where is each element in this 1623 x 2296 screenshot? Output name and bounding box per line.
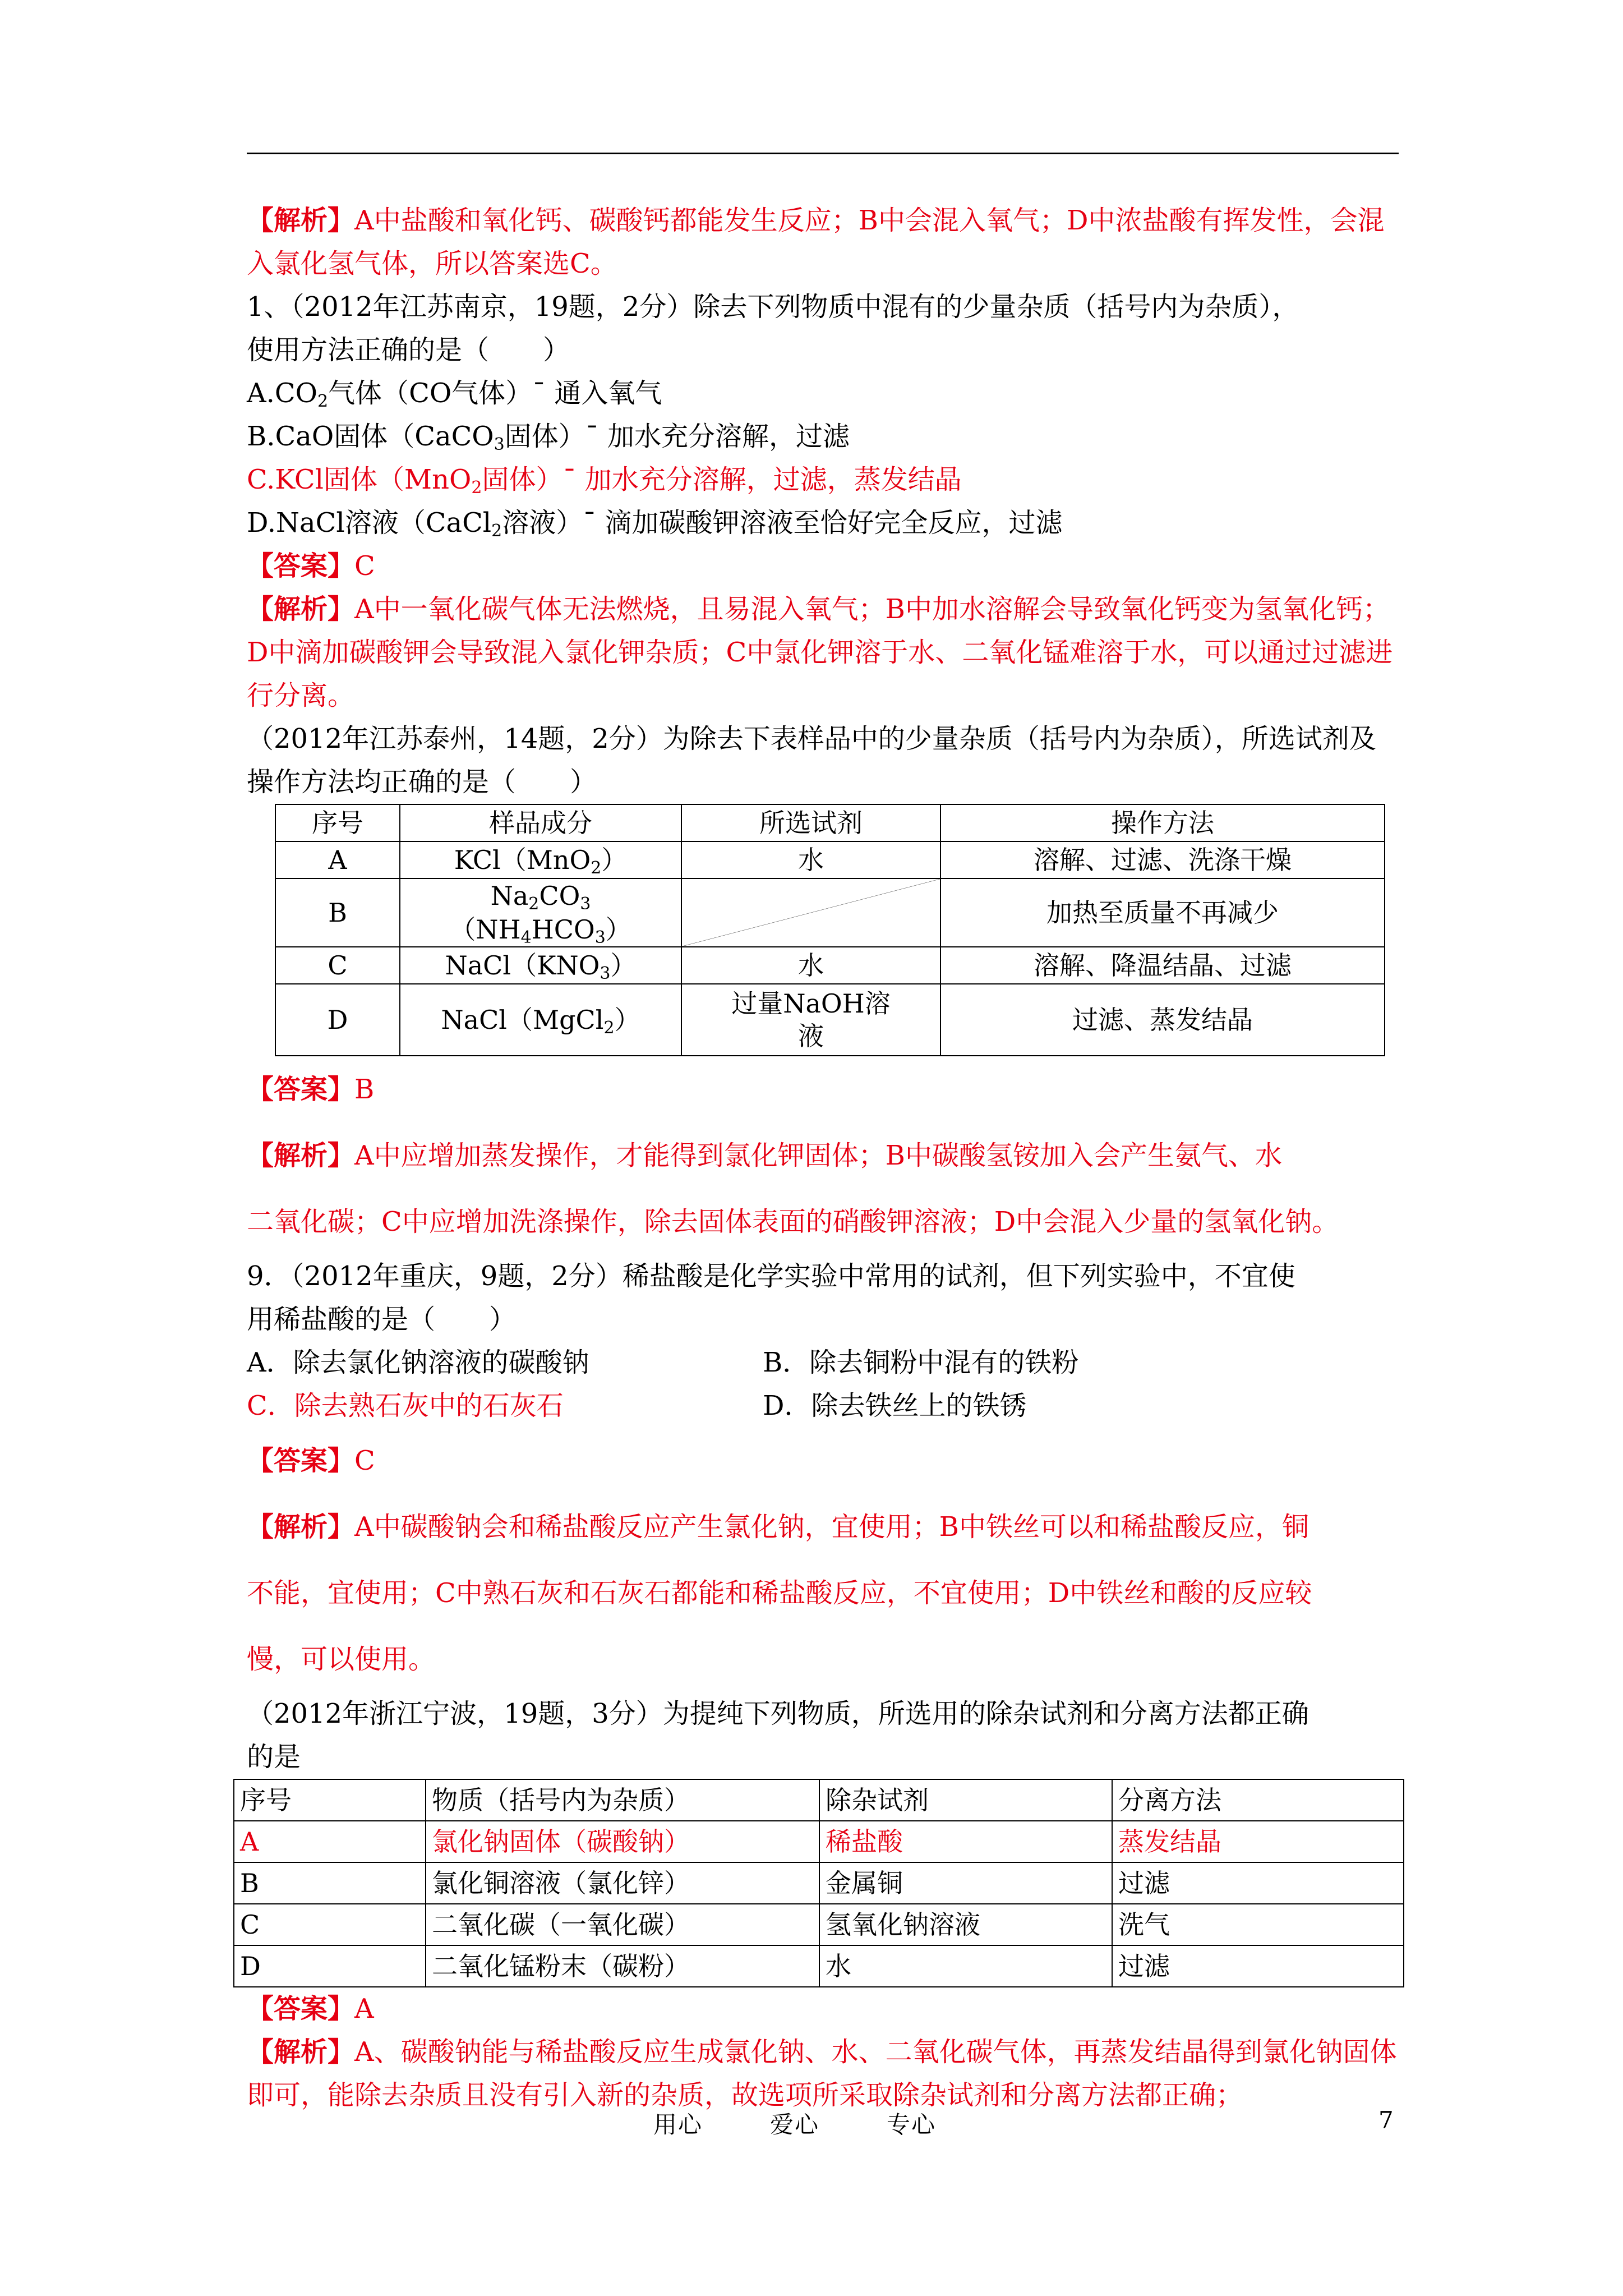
- q3-answer: 【答案】C: [247, 1445, 375, 1476]
- analysis-text: A中盐酸和氧化钙、碳酸钙都能发生反应；B中会混入氧气；D中浓盐酸有挥发性，会混入氯化氢气体，所以答案选C。: [247, 205, 1385, 279]
- table-header-row: [234, 1779, 1404, 1821]
- table-cell: 洗气: [1112, 1904, 1404, 1945]
- q1-option-b: B.CaO固体（CaCO$_3$固体）¯ 加水充分溶解，过滤: [247, 421, 850, 454]
- table-row: [275, 984, 1385, 1056]
- table-cell: 水: [681, 841, 940, 878]
- table-row: [234, 1904, 1404, 1945]
- table-cell: D: [234, 1945, 426, 1987]
- q2-analysis-line1: 【解析】A中应增加蒸发操作，才能得到氯化钾固体；B中碳酸氢铵加入会产生氨气、水: [247, 1140, 1282, 1171]
- diagonal-empty-cell: [681, 878, 940, 947]
- q3-option-b: B．除去铜粉中混有的铁粉: [763, 1347, 1079, 1378]
- intro-analysis: [247, 199, 1399, 286]
- q3-analysis-line1: 【解析】A中碳酸钠会和稀盐酸反应产生氯化钠，宜使用；B中铁丝可以和稀盐酸反应，铜: [247, 1511, 1309, 1543]
- q4-table: [233, 1779, 1404, 1987]
- table-cell: 氯化钠固体（碳酸钠）: [426, 1821, 819, 1862]
- table-cell: C: [234, 1904, 426, 1945]
- q3-option-d: D．除去铁丝上的铁锈: [763, 1390, 1027, 1421]
- table-cell: 氢氧化钠溶液: [819, 1904, 1112, 1945]
- q1-stem-line2: 使用方法正确的是（ ）: [247, 334, 570, 366]
- diagonal-line: [682, 879, 940, 946]
- footer-motto: [653, 2106, 1003, 2140]
- table-cell: KCl（MnO$_2$）: [400, 841, 681, 878]
- page-number: 7: [1378, 2106, 1394, 2134]
- q1-answer: 【答案】C: [247, 550, 375, 582]
- table-cell: NaCl（MgCl$_2$）: [400, 984, 681, 1056]
- page-content: [240, 199, 1399, 2117]
- q2-table: [275, 804, 1385, 1056]
- q2-analysis-line2: 二氧化碳；C中应增加洗涤操作，除去固体表面的硝酸钾溶液；D中会混入少量的氢氧化钠。: [247, 1206, 1339, 1237]
- table-header-cell: 所选试剂: [681, 804, 940, 841]
- q4-stem-line2: 的是: [247, 1741, 301, 1773]
- footer-motto-3: 专心: [887, 2111, 937, 2138]
- q2-answer: 【答案】B: [247, 1074, 375, 1105]
- table-cell: 过滤、蒸发结晶: [940, 984, 1385, 1056]
- table-cell: A: [234, 1821, 426, 1862]
- q3-options-row2: [247, 1384, 1399, 1428]
- table-cell: 金属铜: [819, 1862, 1112, 1904]
- table-cell: 稀盐酸: [819, 1821, 1112, 1862]
- q2-stem: （2012年江苏泰州，14题，2分）为除去下表样品中的少量杂质（括号内为杂质），所选试剂及操作方法均正确的是（ ）: [247, 723, 1376, 798]
- table-cell: C: [275, 947, 400, 984]
- q4-answer: 【答案】A: [247, 1993, 374, 2024]
- analysis-label: 【解析】: [247, 205, 355, 236]
- table-header-cell: 序号: [234, 1779, 426, 1821]
- table-cell: 蒸发结晶: [1112, 1821, 1404, 1862]
- table-cell: A: [275, 841, 400, 878]
- q3-analysis-line3: 慢，可以使用。: [247, 1644, 436, 1675]
- table-header-cell: 操作方法: [940, 804, 1385, 841]
- q1-option-d: D.NaCl溶液（CaCl$_2$溶液）¯ 滴加碳酸钾溶液至恰好完全反应，过滤: [247, 507, 1063, 541]
- table-cell: 水: [681, 947, 940, 984]
- table-cell: $Na_2CO_3(NH_4HCO_3)$: [400, 878, 681, 947]
- table-header-cell: 样品成分: [400, 804, 681, 841]
- table-cell: 水: [819, 1945, 1112, 1987]
- table-row: [234, 1862, 1404, 1904]
- q3-option-c: C．除去熟石灰中的石灰石: [247, 1390, 564, 1421]
- table-cell: 氯化铜溶液（氯化锌）: [426, 1862, 819, 1904]
- table-cell: $NaCl(KNO_3)$: [400, 947, 681, 984]
- table-row: [275, 947, 1385, 984]
- table-cell: 溶解、降温结晶、过滤: [940, 947, 1385, 984]
- table-cell: 过滤: [1112, 1862, 1404, 1904]
- footer-motto-2: 爱心: [770, 2111, 820, 2138]
- q3-stem-line1: 9．（2012年重庆，9题，2分）稀盐酸是化学实验中常用的试剂，但下列实验中，不宜使: [247, 1260, 1295, 1292]
- footer-motto-1: 用心: [653, 2111, 703, 2138]
- table-cell: 加热至质量不再减少: [940, 878, 1385, 947]
- table-row: [275, 841, 1385, 878]
- table-cell: 二氧化碳（一氧化碳）: [426, 1904, 819, 1945]
- table-row: [275, 878, 1385, 947]
- table-cell: 过滤: [1112, 1945, 1404, 1987]
- q1-analysis: 【解析】A中一氧化碳气体无法燃烧，且易混入氧气；B中加水溶解会导致氧化钙变为氢氧化钙；D中滴加碳酸钾会导致混入氯化钾杂质；C中氯化钾溶于水、二氧化锰难溶于水，可以通过过滤进行分离。: [247, 593, 1393, 711]
- q3-analysis-line2: 不能，宜使用；C中熟石灰和石灰石都能和稀盐酸反应，不宜使用；D中铁丝和酸的反应较: [247, 1577, 1312, 1609]
- table-cell: B: [234, 1862, 426, 1904]
- q4-stem-line1: （2012年浙江宁波，19题，3分）为提纯下列物质，所选用的除杂试剂和分离方法都正确: [247, 1698, 1309, 1729]
- table-cell: 二氧化锰粉末（碳粉）: [426, 1945, 819, 1987]
- header-rule: [247, 153, 1399, 154]
- table-header-cell: 除杂试剂: [819, 1779, 1112, 1821]
- q3-stem-line2: 用稀盐酸的是（ ）: [247, 1304, 517, 1335]
- table-cell: B: [275, 878, 400, 947]
- q1-option-c: C.KCl固体（MnO$_2$固体）¯ 加水充分溶解，过滤，蒸发结晶: [247, 464, 962, 498]
- q3-option-a: A．除去氯化钠溶液的碳酸钠: [247, 1347, 589, 1378]
- q4-analysis: 【解析】A、碳酸钠能与稀盐酸反应生成氯化钠、水、二氧化碳气体，再蒸发结晶得到氯化钠固体即可，能除去杂质且没有引入新的杂质，故选项所采取除杂试剂和分离方法都正确；: [247, 2036, 1397, 2111]
- table-cell: D: [275, 984, 400, 1056]
- q1-stem-line1: 1、（2012年江苏南京，19题，2分）除去下列物质中混有的少量杂质（括号内为杂质），: [247, 291, 1299, 323]
- q1-option-a: $A.CO_2$气体（CO气体）¯ 通入氧气: [247, 378, 662, 411]
- table-header-cell: 序号: [275, 804, 400, 841]
- q3-options-row1: [247, 1341, 1399, 1384]
- table-cell: 溶解、过滤、洗涤干燥: [940, 841, 1385, 878]
- table-header-cell: 物质（括号内为杂质）: [426, 1779, 819, 1821]
- table-cell: 过量NaOH溶 液: [681, 984, 940, 1056]
- table-row: [234, 1945, 1404, 1987]
- table-header-cell: 分离方法: [1112, 1779, 1404, 1821]
- table-row-highlighted: [234, 1821, 1404, 1862]
- table-header-row: [275, 804, 1385, 841]
